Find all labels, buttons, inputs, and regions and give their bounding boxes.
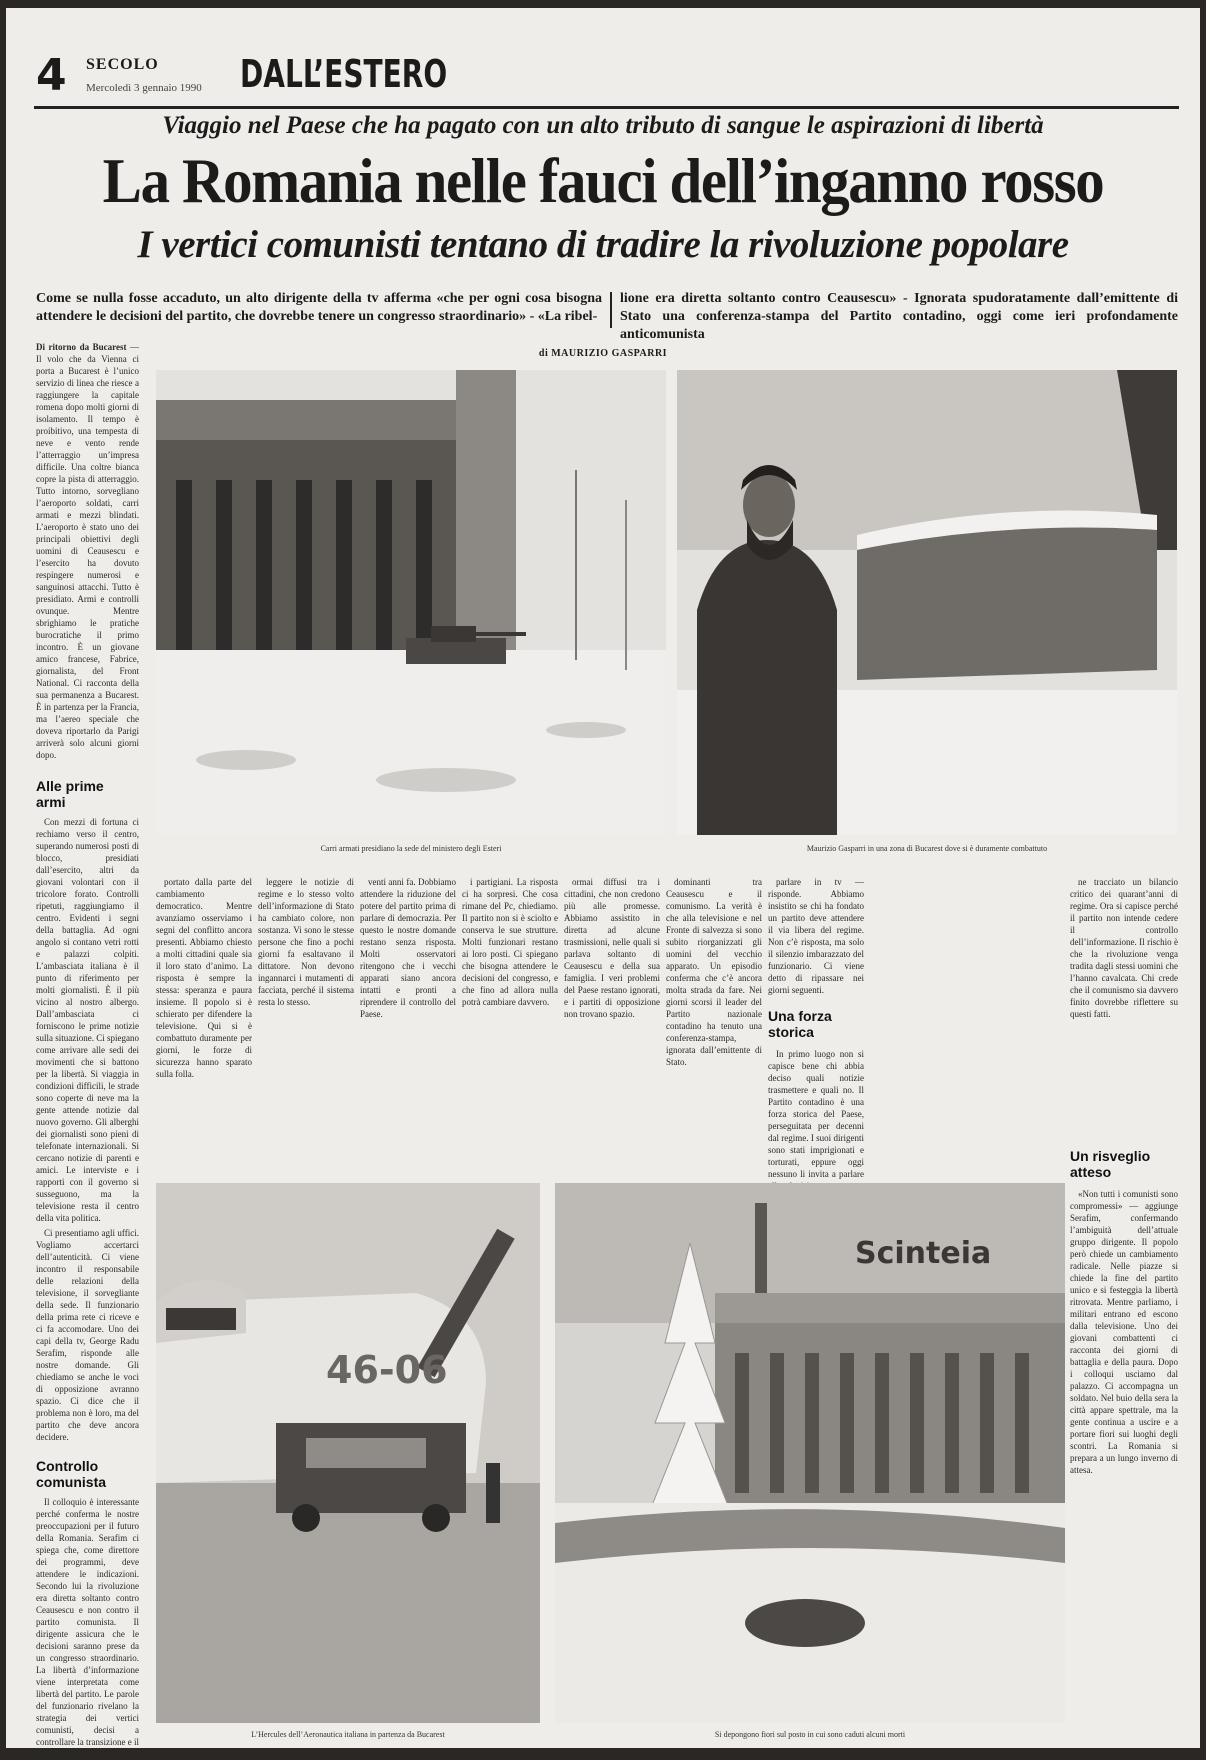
column-text: portato dalla parte del cambiamento democratico. Mentre avanziamo osserviamo i segni del conflitto ancora presenti. Abbiamo chiesto a molti cittadini quale sia il loro stato d’animo. La risposta è sempre la stessa: speranza e paura insieme. Il popolo si è schierato per difendere la televisione. Qui si è combattuto duramente per giorni, le forze di sicurezza hanno sparato sulla folla. xyxy=(156,877,252,1079)
subhead-un-risveglio-atteso: Un risveglio atteso xyxy=(1070,1148,1151,1180)
text-column-1a xyxy=(36,341,139,773)
text-column-6 xyxy=(564,876,660,1180)
text-column-8b xyxy=(768,1048,864,1180)
issue-date: Mercoledì 3 gennaio 1990 xyxy=(86,82,202,94)
column-text: Ci presentiamo agli uffici. Vogliamo accertarci dell’autenticità. Ci viene incontro il responsabile delle relazioni della televisione, il sorvegliante della sede. Il funzionario della prima rete ci riceve e ci fa accomodare. Uno dei capi della tv, George Radu Serafim, risponde alle nostre domande. Gli chiediamo se anche le voci di opposizione avranno spazio. Ci dice che il problema non è loro, ma del partito che deve ancora decidere. xyxy=(36,1228,139,1442)
caption-photo-1: Carri armati presidiano la sede del ministero degli Esteri xyxy=(320,844,502,853)
text-column-7 xyxy=(666,876,762,1180)
caption-photo-4: Si depongono fiori sul posto in cui sono caduti alcuni morti xyxy=(714,1730,906,1739)
page-header xyxy=(34,48,1179,109)
column-text: dominanti tra Ceausescu e il comunismo. La verità è che alla televisione e nel Fronte di salvezza si sono subito riorganizzati gli uomini del vecchio apparato. Un episodio conferma che c’è ancora molta strada da fare. Nei giorni scorsi il leader del Partito nazionale contadino ha tenuto una conferenza-stampa, ignorata dall’emittente di Stato. xyxy=(666,877,762,1067)
photo-scinteia-image xyxy=(555,1183,1065,1723)
text-column-2 xyxy=(156,876,252,1180)
newspaper-page xyxy=(6,8,1200,1759)
photo-ministry-tank-image xyxy=(156,370,666,835)
text-column-1c xyxy=(36,1496,139,1759)
byline: di MAURIZIO GASPARRI xyxy=(538,348,668,359)
text-column-8a xyxy=(768,876,864,1004)
masthead: SECOLO xyxy=(86,56,159,73)
text-column-1b xyxy=(36,816,139,1444)
text-column-9b xyxy=(1070,1188,1178,1744)
column-text: In primo luogo non si capisce bene chi abbia deciso quali notizie trasmettere e quali no. Il Partito contadino è una forza storica del Paese, perseguitata per decenni dal regime. I suoi dirigenti sono stati imprigionati e torturati, eppure oggi nessuno li invita a parlare xyxy=(768,1049,864,1179)
photo-scinteia-square xyxy=(555,1183,1065,1723)
summary-left: Come se nulla fosse accaduto, un alto dirigente della tv afferma «che per ogni cosa bisogna attendere le decisioni del partito, che dovrebbe tenere un congresso straordinario» - «La ribel- xyxy=(36,291,602,324)
summary-divider xyxy=(610,292,612,328)
photo-journalist-snow xyxy=(677,370,1177,835)
column-text: ormai diffusi tra i cittadini, che non credono più alle promesse. Abbiamo assistito in diretta ad alcune trasmissioni, nelle quali si parlava soltanto di Ceausescu e della sua famiglia. I veri problemi del Paese restano ignorati, e i partiti di opposizione non trovano spazio. xyxy=(564,877,660,1019)
subhead-alle-prime-armi: Alle prime armi xyxy=(36,778,104,810)
photo-hercules-image xyxy=(156,1183,540,1723)
column-text: «Non tutti i comunisti sono compromessi» — aggiunge Serafim, confermando l’ambiguità dell’attuale gruppo dirigente. Il popolo però chiede un cambiamento radicale. Nelle piazze si chiede la fine del partito unico e si festeggia la libertà ritrovata. Mentre parliamo, i militari entrano ed escono dalla televisione. Uno dei giovani combattenti ci racconta dei giorni di battaglia e della paura. Dopo i colloqui usciamo dal palazzo. Ci accompagna un soldato. Nel buio della sera la città appare spettrale, ma la gente continua a uscire e a portare fiori sui luoghi degli scontri. La Romania si prepara a un lungo inverno di attesa. xyxy=(1070,1189,1178,1475)
photo-journalist-image xyxy=(677,370,1177,835)
summary-right: lione era diretta soltanto contro Ceausescu» - Ignorata spudoratamente dall’emittente di Stato una conferenza-stampa del Partito contadino, oggi come ieri profondamente anticomunista xyxy=(620,291,1178,342)
article-title: La Romania nelle fauci dell’inganno rosso xyxy=(102,145,1104,216)
column-text: — Il volo che da Vienna ci porta a Bucarest è l’unico servizio di linea che riesce a raggiungere la capitale romena dopo molti giorni di isolamento. Il tempo è proibitivo, una tempesta di neve e vento rende l’atterraggio un’impresa difficile. Una coltre bianca copre la pista di atterraggio. Tutto intorno, sorvegliano l’aeroporto soldati, carri armati e mezzi blindati. L’aeroporto è stato uno dei principali obiettivi degli uomini di Ceausescu e l’esercito ha dovuto respingere numerosi e sanguinosi attacchi. Tutto è presidiato. Armi e controlli ovunque. Mentre sbrighiamo le pratiche burocratiche il primo incontro. È un giovane amico francese, Fabrice, giornalista, del Front National. Ci racconta della sua permanenza a Bucarest. È in partenza per la Francia, ma l’aereo speciale che doveva riportarlo da Parigi arriverà solo alcuni giorni dopo. xyxy=(36,342,140,760)
subhead-controllo-comunista: Controllo comunista xyxy=(36,1458,107,1490)
scinteia-sign: Scinteia xyxy=(855,1236,992,1271)
text-column-3 xyxy=(258,876,354,1180)
column-text: leggere le notizie di regime e lo stesso volto dell’informazione di Stato ha cambiato colore, non sostanza. Vi sono le stesse persone che fino a pochi giorni fa esaltavano il dittatore. Non devono ingannarci i mutamenti di facciata, perché il sistema resta lo stesso. xyxy=(258,877,354,1007)
column-text: ne tracciato un bilancio critico dei quarant’anni di regime. Ora si capisce perché il partito non intende cedere il controllo dell’informazione. Il rischio è che la rivoluzione venga tradita dagli stessi uomini che l’hanno cavalcata. Chi crede che il comunismo sia davvero finito dovrebbe riflettere su questi fatti. xyxy=(1070,877,1178,1019)
photo-ministry-tank xyxy=(156,370,666,835)
column-text: parlare in tv — risponde. Abbiamo insistito se chi ha fondato un partito deve attendere il via libera del regime. Non c’è risposta, ma solo il silenzio imbarazzato del funzionario. Ci viene detto di ripassare nei giorni seguenti. xyxy=(768,877,864,995)
column-text: i partigiani. La risposta ci ha sorpresi. Che cosa rimane del Pc, chiediamo. Il partito non si è sciolto e conserva le sue strutture. Molti funzionari restano ai loro posti. Ci spiegano che bisogna attendere le decisioni del congresso, e che fino ad allora nulla potrà cambiare davvero. xyxy=(462,877,558,1007)
column-text: Il colloquio è interessante perché conferma le nostre preoccupazioni per il futuro della Romania. Serafim ci spiega che, come direttore dei programmi, deve attendere le indicazioni. Secondo lui la rivoluzione era diretta soltanto contro Ceausescu e non contro il partito comunista. Il dirigente assicura che le decisioni saranno prese da un congresso straordinario. La libertà d’informazione viene interpretata come libertà del partito. Le parole del funzionario rivelano la strategia dei vertici comunisti, decisi a controllare la transizione e il cambiamento. xyxy=(36,1497,139,1759)
text-column-4 xyxy=(360,876,456,1180)
photo-hercules-aircraft xyxy=(156,1183,540,1723)
article-subtitle: I vertici comunisti tentano di tradire la rivoluzione popolare xyxy=(137,223,1069,266)
column-text: venti anni fa. Dobbiamo attendere la riduzione del potere del partito prima di parlare di democrazia. Per questo le nostre domande restano senza risposta. Molti osservatori ritengono che i vecchi apparati siano ancora intatti e pronti a riprendere il controllo del Paese. xyxy=(360,877,456,1019)
caption-photo-3: L’Hercules dell’Aeronautica italiana in partenza da Bucarest xyxy=(251,1730,445,1739)
page-number: 4 xyxy=(36,50,67,101)
text-column-9a xyxy=(1070,876,1178,1138)
aircraft-tail-code: 46-06 xyxy=(326,1348,448,1392)
caption-photo-2: Maurizio Gasparri in una zona di Bucarest dove si è duramente combattuto xyxy=(806,844,1048,853)
subhead-una-forza-storica: Una forza storica xyxy=(768,1008,832,1040)
article-kicker: Viaggio nel Paese che ha pagato con un alto tributo di sangue le aspirazioni di libertà xyxy=(162,112,1044,139)
column-text: Con mezzi di fortuna ci rechiamo verso il centro, superando numerosi posti di blocco, presidiati dall’esercito, altri da giovani volontari con il tricolore forato. Controlli ripetuti, raggiungiamo il centro. Evidenti i segni della battaglia. Ad ogni angolo si contano vetri rotti e palazzi colpiti. L’ambasciata italiana è il punto di riferimento per molti giornalisti. È il più vicino al nostro albergo. Dall’ambasciata ci forniscono le prime notizie sulla situazione. Ci spiegano come arrivare alle sedi dei movimenti che si battono per la libertà. Si viaggia in condizioni difficili, le strade sono coperte di neve ma la gente attende notizie dal nuovo governo. Gli alberghi dei giornalisti sono pieni di telefonate internazionali. Si cercano notizie di parenti e amici. Le interviste e i rapporti con il governo si susseguono, ma la televisione resta il centro della vita politica. xyxy=(36,817,139,1223)
text-column-5 xyxy=(462,876,558,1180)
section-title: DALL’ESTERO xyxy=(240,52,448,96)
dateline: Di ritorno da Bucarest xyxy=(36,342,127,352)
